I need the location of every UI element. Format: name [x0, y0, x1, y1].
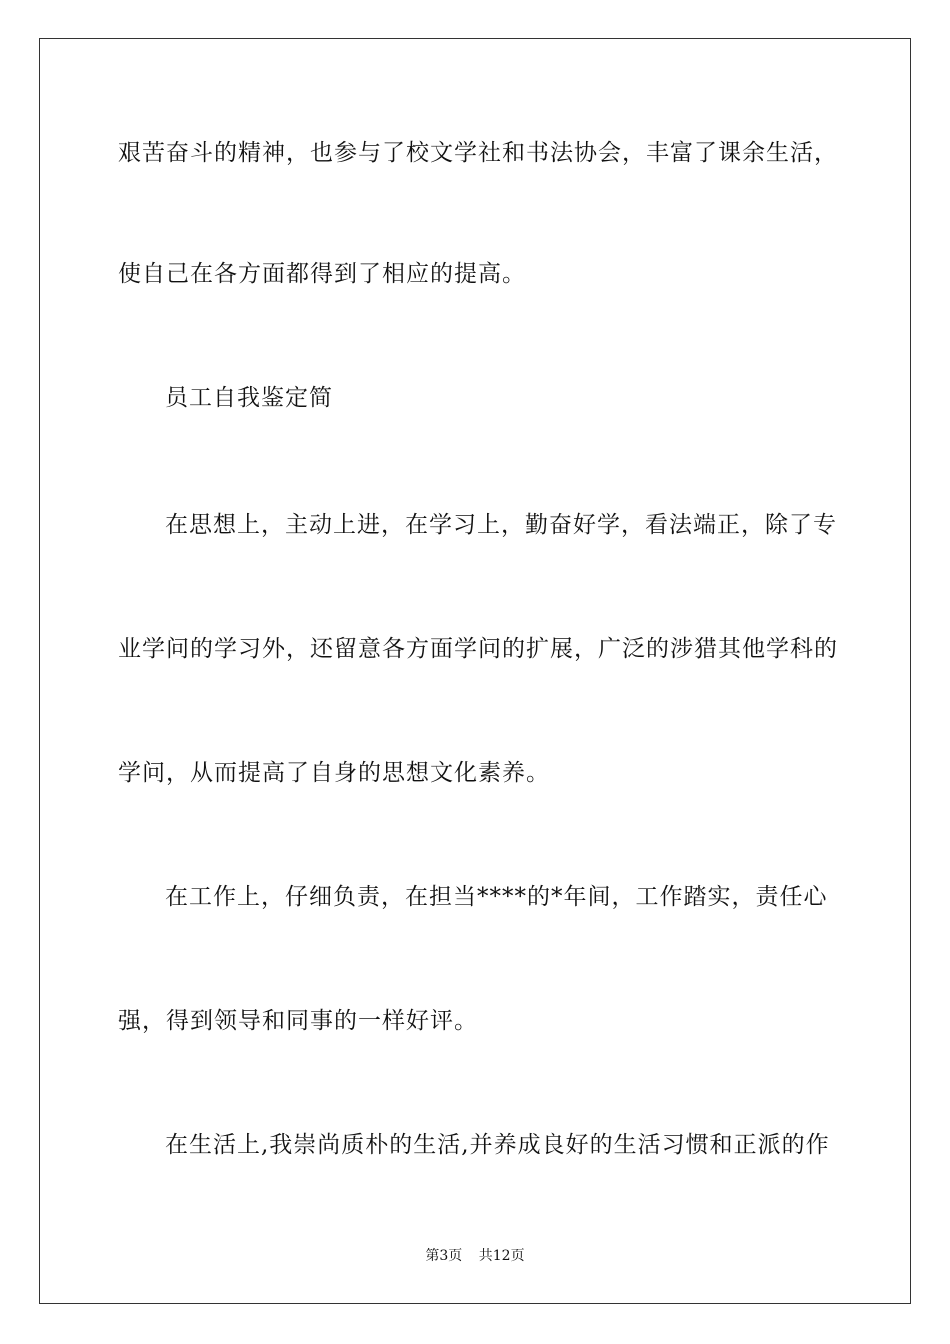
- text-line-9: 在生活上,我崇尚质朴的生活,并养成良好的生活习惯和正派的作: [165, 1132, 830, 1158]
- text-line-4: 在思想上，主动上进，在学习上，勤奋好学，看法端正，除了专: [165, 512, 837, 538]
- page-number: 第3页: [425, 1248, 463, 1264]
- text-line-2: 使自己在各方面都得到了相应的提高。: [118, 261, 526, 287]
- text-line-8: 强，得到领导和同事的一样好评。: [118, 1008, 478, 1034]
- text-line-1: 艰苦奋斗的精神，也参与了校文学社和书法协会，丰富了课余生活，: [118, 140, 838, 166]
- page-frame: [39, 38, 911, 1304]
- page-total: 共12页: [478, 1248, 525, 1264]
- text-line-7: 在工作上，仔细负责，在担当****的*年间，工作踏实，责任心: [165, 884, 828, 910]
- text-line-5: 业学问的学习外，还留意各方面学问的扩展，广泛的涉猎其他学科的: [118, 636, 838, 662]
- section-heading: 员工自我鉴定简: [165, 385, 333, 411]
- page-footer: [0, 1247, 950, 1265]
- text-line-6: 学问，从而提高了自身的思想文化素养。: [118, 760, 550, 786]
